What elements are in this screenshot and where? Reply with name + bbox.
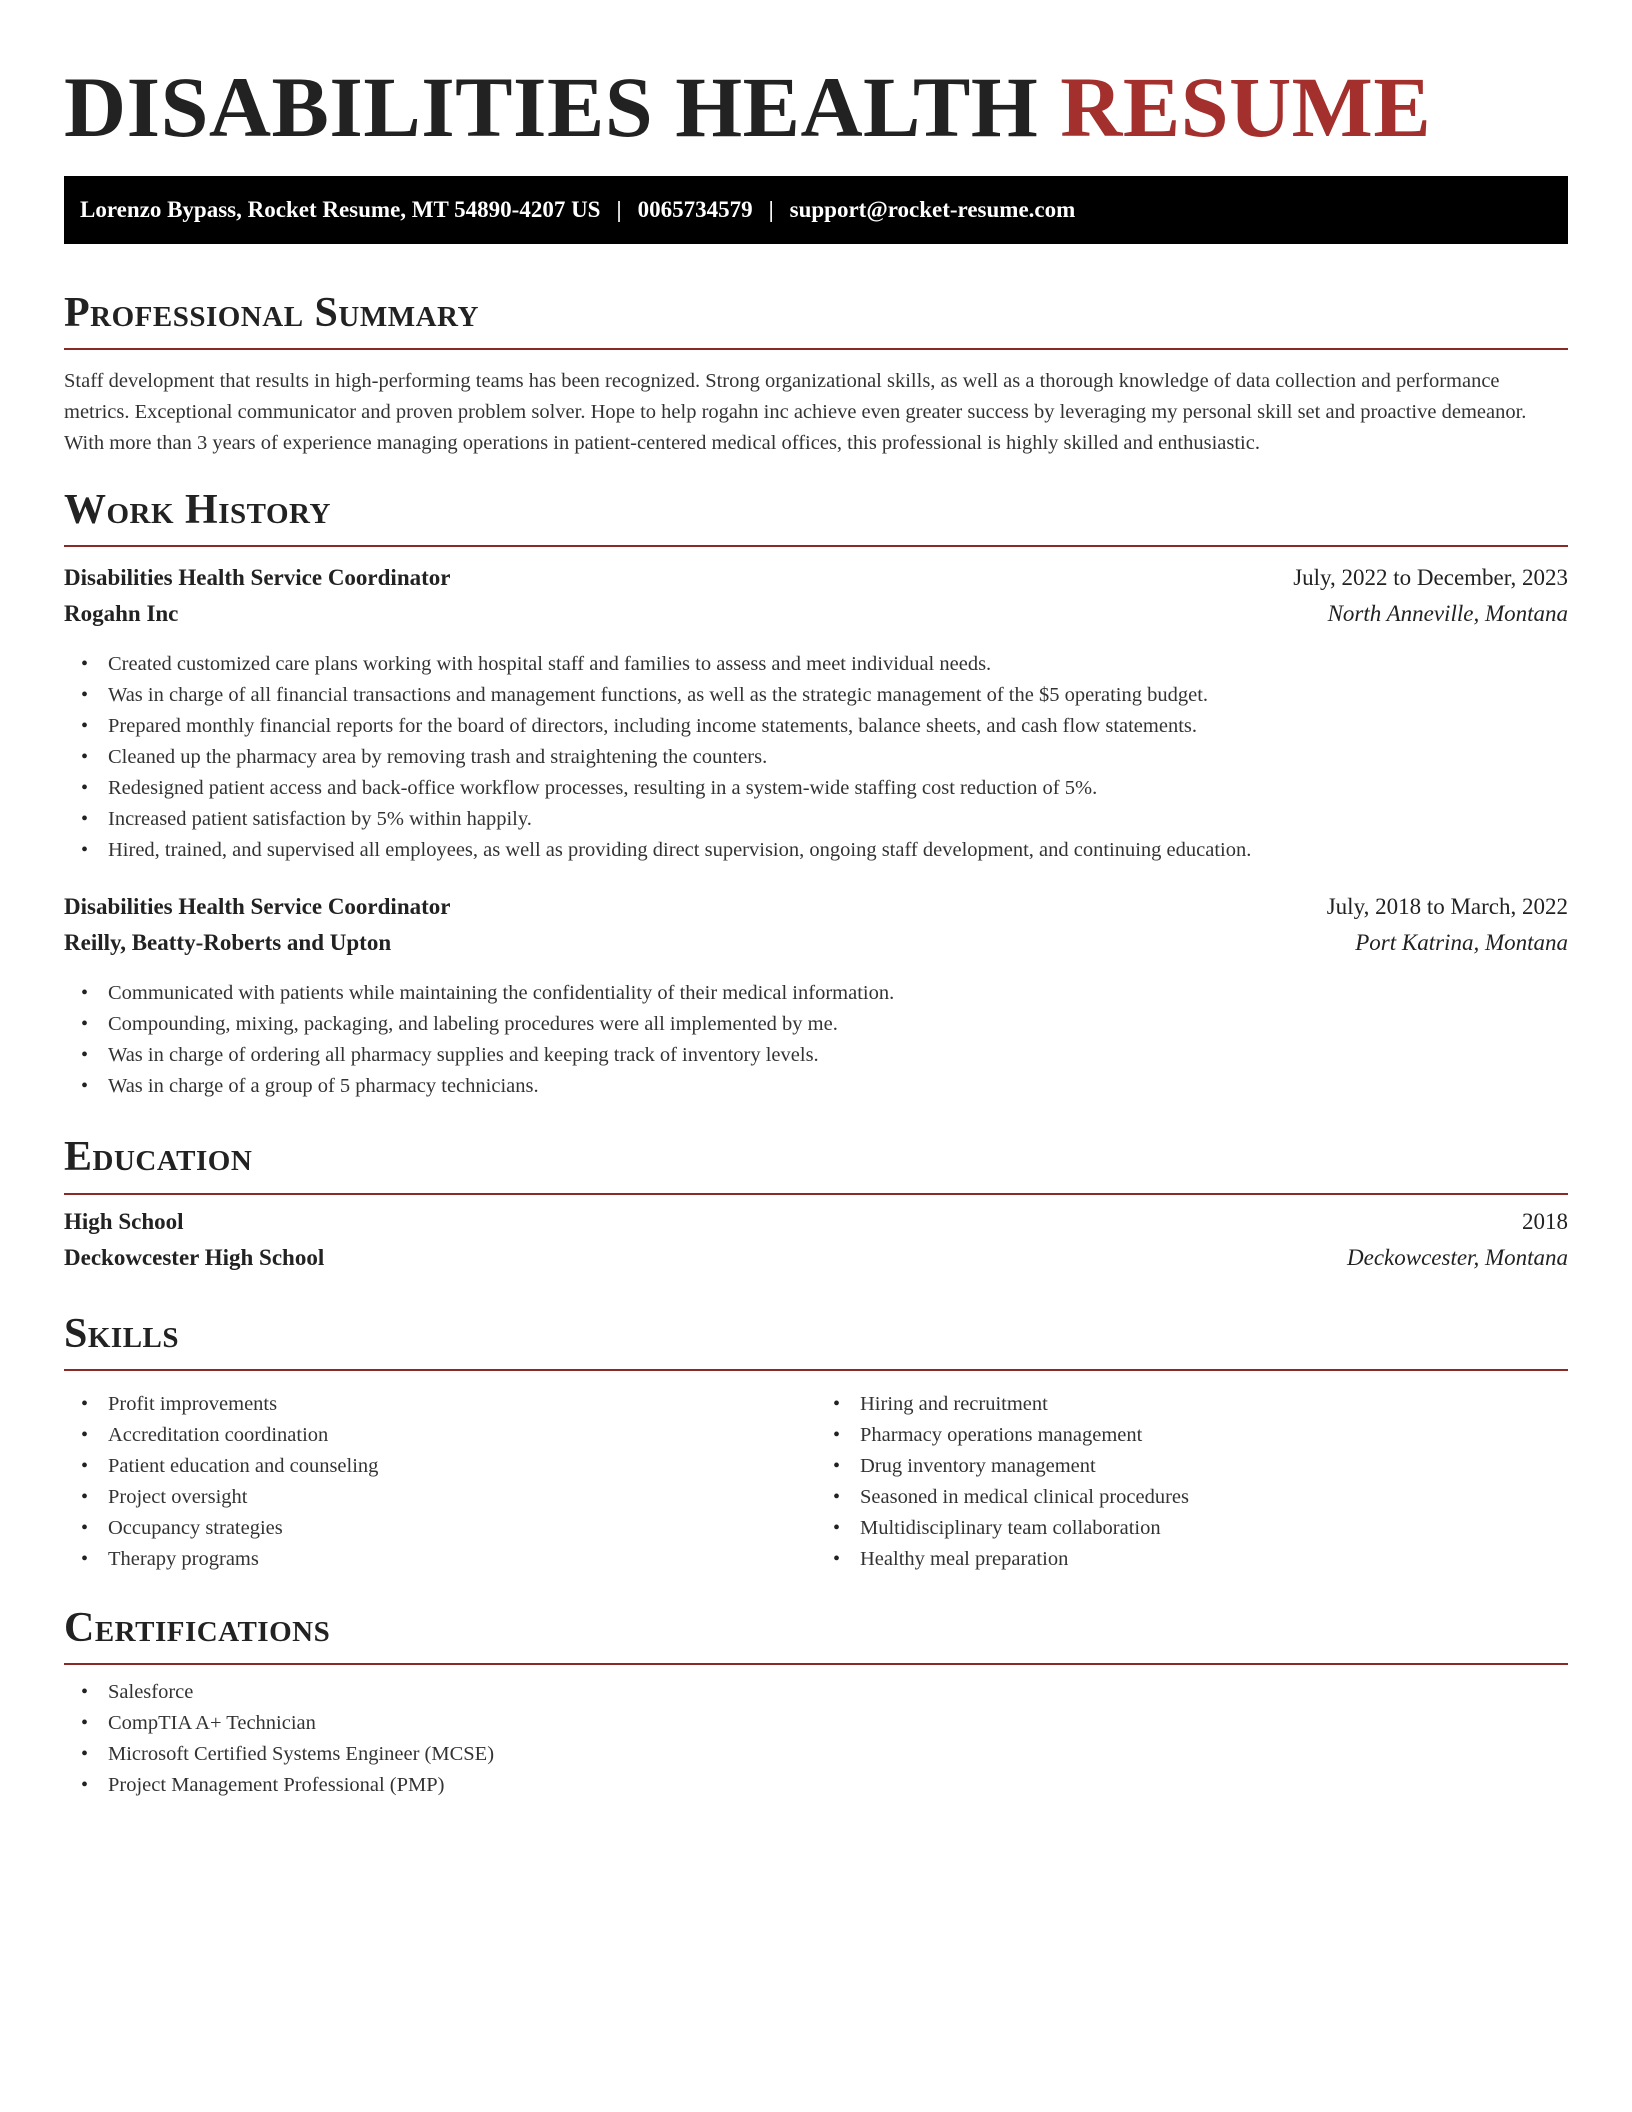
skill-item: • Accreditation coordination — [64, 1420, 816, 1451]
skill-item: • Multidisciplinary team collaboration — [816, 1513, 1568, 1544]
skill-item: • Drug inventory management — [816, 1451, 1568, 1482]
job-entry — [64, 565, 1568, 866]
job-company: Rogahn Inc — [64, 601, 179, 627]
contact-separator: | — [768, 197, 774, 222]
section-heading-work-history: Work History — [64, 487, 1568, 547]
skill-item: • Seasoned in medical clinical procedures — [816, 1482, 1568, 1513]
education-degree: High School — [64, 1208, 184, 1234]
job-bullet: • Cleaned up the pharmacy area by removing trash and straightening the counters. — [64, 742, 1568, 773]
job-dates: July, 2022 to December, 2023 — [1293, 565, 1568, 591]
job-bullet: • Was in charge of a group of 5 pharmacy technicians. — [64, 1071, 1568, 1102]
certification-item: • Project Management Professional (PMP) — [64, 1770, 1568, 1801]
job-bullet: • Hired, trained, and supervised all employees, as well as providing direct supervision, ongoing staff development, and continuing education. — [64, 835, 1568, 866]
job-bullet-list — [64, 649, 1568, 866]
job-company-row — [64, 930, 1568, 966]
skill-item: • Healthy meal preparation — [816, 1544, 1568, 1575]
section-heading-summary: Professional Summary — [64, 290, 1568, 350]
job-bullet: • Compounding, mixing, packaging, and labeling procedures were all implemented by me. — [64, 1009, 1568, 1040]
certifications-list — [64, 1677, 1568, 1801]
certification-item: • CompTIA A+ Technician — [64, 1708, 1568, 1739]
education-year: 2018 — [1522, 1208, 1568, 1234]
education-degree-row — [64, 1209, 1568, 1245]
title-accent: RESUME — [1060, 59, 1432, 155]
section-heading-skills: Skills — [64, 1311, 1568, 1371]
skills-column-left — [64, 1389, 816, 1575]
job-title: Disabilities Health Service Coordinator — [64, 894, 451, 920]
certification-item: • Microsoft Certified Systems Engineer (MCSE) — [64, 1739, 1568, 1770]
section-heading-education: Education — [64, 1134, 1568, 1194]
education-location: Deckowcester, Montana — [1347, 1244, 1568, 1270]
contact-phone: 0065734579 — [637, 197, 753, 222]
job-bullet: • Increased patient satisfaction by 5% within happily. — [64, 804, 1568, 835]
job-dates: July, 2018 to March, 2022 — [1326, 894, 1568, 920]
job-bullet-list — [64, 978, 1568, 1102]
job-company-row — [64, 601, 1568, 637]
job-bullet: • Was in charge of ordering all pharmacy supplies and keeping track of inventory levels. — [64, 1040, 1568, 1071]
job-location: North Anneville, Montana — [1327, 601, 1568, 627]
contact-bar — [64, 176, 1568, 244]
education-school-row — [64, 1245, 1568, 1281]
title-main: DISABILITIES HEALTH — [64, 59, 1039, 155]
job-title-row — [64, 565, 1568, 601]
job-bullet: • Communicated with patients while maintaining the confidentiality of their medical information. — [64, 978, 1568, 1009]
skill-item: • Patient education and counseling — [64, 1451, 816, 1482]
skill-item: • Occupancy strategies — [64, 1513, 816, 1544]
job-location: Port Katrina, Montana — [1355, 930, 1568, 956]
job-bullet: • Created customized care plans working with hospital staff and families to assess and meet individual needs. — [64, 649, 1568, 680]
skill-item: • Hiring and recruitment — [816, 1389, 1568, 1420]
summary-text: Staff development that results in high-performing teams has been recognized. Strong organizational skills, as well as a thorough knowledge of data collection and performance metrics. Exceptional communicator and proven problem solver. Hope to help rogahn inc achieve even greater success by leveraging my personal skill set and proactive demeanor. With more than 3 years of experience managing operations in patient-centered medical offices, this professional is highly skilled and enthusiastic. — [64, 370, 1527, 455]
job-bullet: • Prepared monthly financial reports for the board of directors, including income statements, balance sheets, and cash flow statements. — [64, 711, 1568, 742]
skills-column-right — [816, 1389, 1568, 1575]
job-company: Reilly, Beatty-Roberts and Upton — [64, 930, 392, 956]
certification-item: • Salesforce — [64, 1677, 1568, 1708]
job-bullet: • Was in charge of all financial transactions and management functions, as well as the strategic management of the $5 operating budget. — [64, 680, 1568, 711]
section-heading-certifications: Certifications — [64, 1605, 1568, 1665]
education-school: Deckowcester High School — [64, 1244, 325, 1270]
skill-item: • Therapy programs — [64, 1544, 816, 1575]
contact-separator: | — [616, 197, 622, 222]
skill-item: • Project oversight — [64, 1482, 816, 1513]
skill-item: • Profit improvements — [64, 1389, 816, 1420]
resume-title — [64, 0, 1568, 176]
skill-item: • Pharmacy operations management — [816, 1420, 1568, 1451]
job-title-row — [64, 894, 1568, 930]
contact-email: support@rocket-resume.com — [789, 197, 1076, 222]
contact-address: Lorenzo Bypass, Rocket Resume, MT 54890-4207 US — [80, 197, 601, 222]
job-bullet: • Redesigned patient access and back-office workflow processes, resulting in a system-wide staffing cost reduction of 5%. — [64, 773, 1568, 804]
job-title: Disabilities Health Service Coordinator — [64, 565, 451, 591]
skills-grid — [64, 1389, 1568, 1575]
education-entry — [64, 1209, 1568, 1281]
job-entry — [64, 894, 1568, 1102]
